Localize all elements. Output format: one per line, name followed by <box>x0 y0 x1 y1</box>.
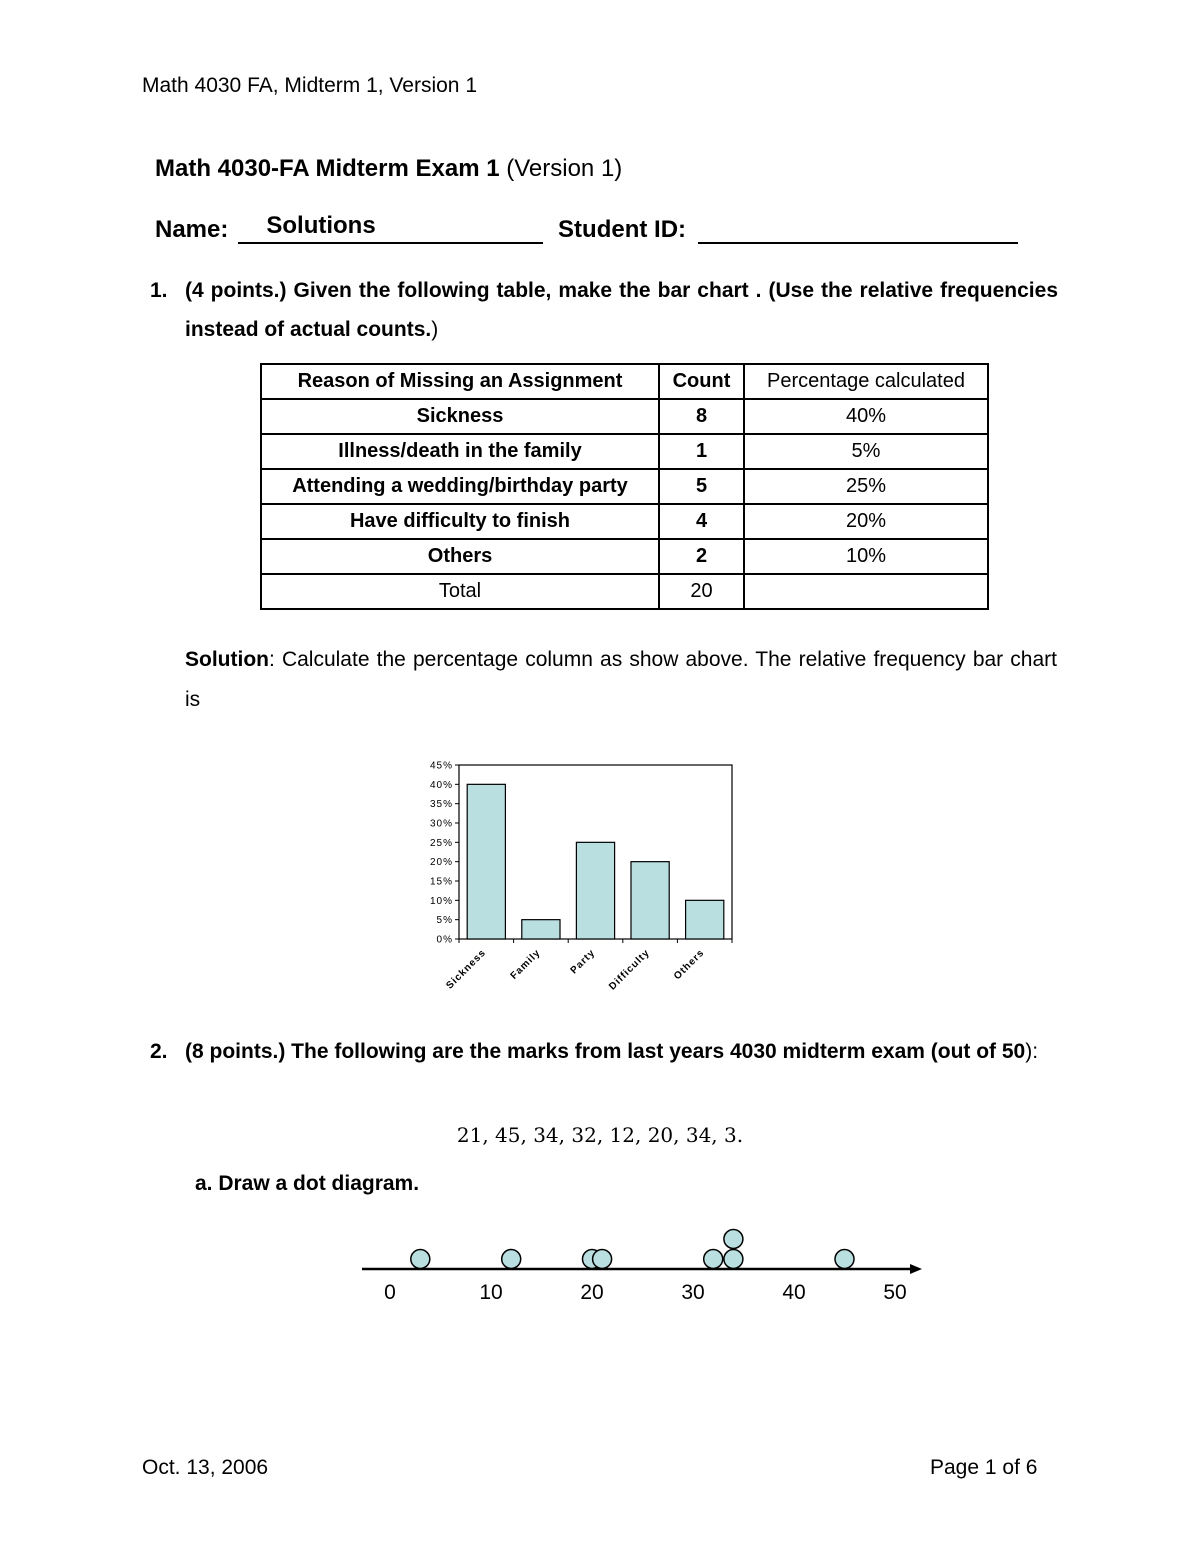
table-cell: 5 <box>659 469 744 504</box>
bar-chart <box>420 750 750 1000</box>
table-row <box>261 539 988 574</box>
table-cell: Sickness <box>261 399 659 434</box>
table-total-row <box>261 574 988 609</box>
table-cell: 5% <box>744 434 988 469</box>
name-value: Solutions <box>266 212 376 239</box>
y-tick-label: 20% <box>429 857 453 869</box>
table-cell: Illness/death in the family <box>261 434 659 469</box>
dot-diagram <box>350 1220 940 1310</box>
table-cell: Others <box>261 539 659 574</box>
bar-difficulty <box>631 862 669 939</box>
table-cell: 1 <box>659 434 744 469</box>
table-cell: 4 <box>659 504 744 539</box>
x-tick-label: Sickness <box>444 947 489 992</box>
axis-label: 0 <box>384 1281 396 1304</box>
table-row <box>261 434 988 469</box>
table-header: Count <box>659 364 744 399</box>
table-cell <box>744 574 988 609</box>
x-tick-label: Others <box>672 947 707 983</box>
table-row <box>261 504 988 539</box>
table-cell: Have difficulty to finish <box>261 504 659 539</box>
page-header: Math 4030 FA, Midterm 1, Version 1 <box>142 74 477 97</box>
data-dot <box>724 1250 743 1269</box>
question-2: 2. (8 points.) The following are the marks from last years 4030 midterm exam (out of 50): <box>150 1032 1058 1071</box>
question-2-points: (8 points.) <box>185 1040 286 1063</box>
data-dot <box>411 1250 430 1269</box>
exam-title <box>155 155 622 183</box>
question-2-text: The following are the marks from last years 4030 midterm exam (out of 50 <box>285 1040 1026 1063</box>
axis-label: 50 <box>883 1281 907 1304</box>
y-tick-label: 30% <box>429 818 453 830</box>
table-header: Reason of Missing an Assignment <box>261 364 659 399</box>
name-row <box>155 212 1018 244</box>
table-header: Percentage calculated <box>744 364 988 399</box>
frequency-table <box>260 363 989 610</box>
y-tick-label: 35% <box>429 799 453 811</box>
data-dot <box>835 1250 854 1269</box>
name-field[interactable] <box>238 212 543 244</box>
data-dot <box>724 1230 743 1249</box>
question-1-points: (4 points.) <box>185 279 287 302</box>
table-row <box>261 469 988 504</box>
bar-others <box>686 900 724 939</box>
solution-label: Solution <box>185 648 269 671</box>
y-tick-label: 0% <box>436 934 453 946</box>
bar-party <box>576 842 614 939</box>
solution-text: : Calculate the percentage column as show above. The relative frequency bar chart is <box>185 648 1057 711</box>
part-a-heading: a. Draw a dot diagram. <box>195 1172 420 1195</box>
name-label: Name: <box>155 216 229 243</box>
arrow-right-icon <box>910 1264 922 1274</box>
solution-paragraph <box>185 640 1057 720</box>
question-1-text: Given the following table, make the bar chart . (Use the relative frequencies instead of actual counts. <box>185 279 1058 341</box>
table-cell: 40% <box>744 399 988 434</box>
axis-label: 30 <box>681 1281 705 1304</box>
footer-date: Oct. 13, 2006 <box>142 1456 269 1479</box>
bar-family <box>522 920 560 939</box>
x-tick-label: Family <box>508 947 544 982</box>
table-cell: Attending a wedding/birthday party <box>261 469 659 504</box>
table-cell: 25% <box>744 469 988 504</box>
data-dot <box>593 1250 612 1269</box>
y-tick-label: 5% <box>436 915 453 927</box>
axis-label: 20 <box>580 1281 604 1304</box>
table-cell: 20 <box>659 574 744 609</box>
x-tick-label: Difficulty <box>607 947 653 993</box>
y-tick-label: 25% <box>429 837 453 849</box>
axis-label: 10 <box>479 1281 503 1304</box>
exam-title-main: Math 4030-FA Midterm Exam 1 <box>155 155 507 182</box>
y-tick-label: 40% <box>429 779 453 791</box>
table-cell: 20% <box>744 504 988 539</box>
table-cell: 8 <box>659 399 744 434</box>
table-row <box>261 399 988 434</box>
x-tick-label: Party <box>568 947 598 977</box>
y-tick-label: 10% <box>429 895 453 907</box>
table-cell: 10% <box>744 539 988 574</box>
table-header-row <box>261 364 988 399</box>
footer-page: Page 1 of 6 <box>930 1456 1038 1479</box>
data-dot <box>502 1250 521 1269</box>
table-cell: Total <box>261 574 659 609</box>
axis-label: 40 <box>782 1281 806 1304</box>
student-id-label: Student ID: <box>558 216 687 243</box>
table-cell: 2 <box>659 539 744 574</box>
question-1-number: 1. <box>150 279 168 302</box>
bar-sickness <box>467 784 505 939</box>
question-1: 1. (4 points.) Given the following table, make the bar chart . (Use the relative frequencies instead of actual counts.) <box>150 271 1058 349</box>
marks-list: 21, 45, 34, 32, 12, 20, 34, 3. <box>456 1123 744 1147</box>
y-tick-label: 15% <box>429 876 453 888</box>
question-2-number: 2. <box>150 1040 168 1063</box>
y-tick-label: 45% <box>429 760 453 772</box>
data-dot <box>704 1250 723 1269</box>
student-id-field[interactable] <box>698 212 1018 244</box>
exam-title-version: (Version 1) <box>506 155 623 182</box>
